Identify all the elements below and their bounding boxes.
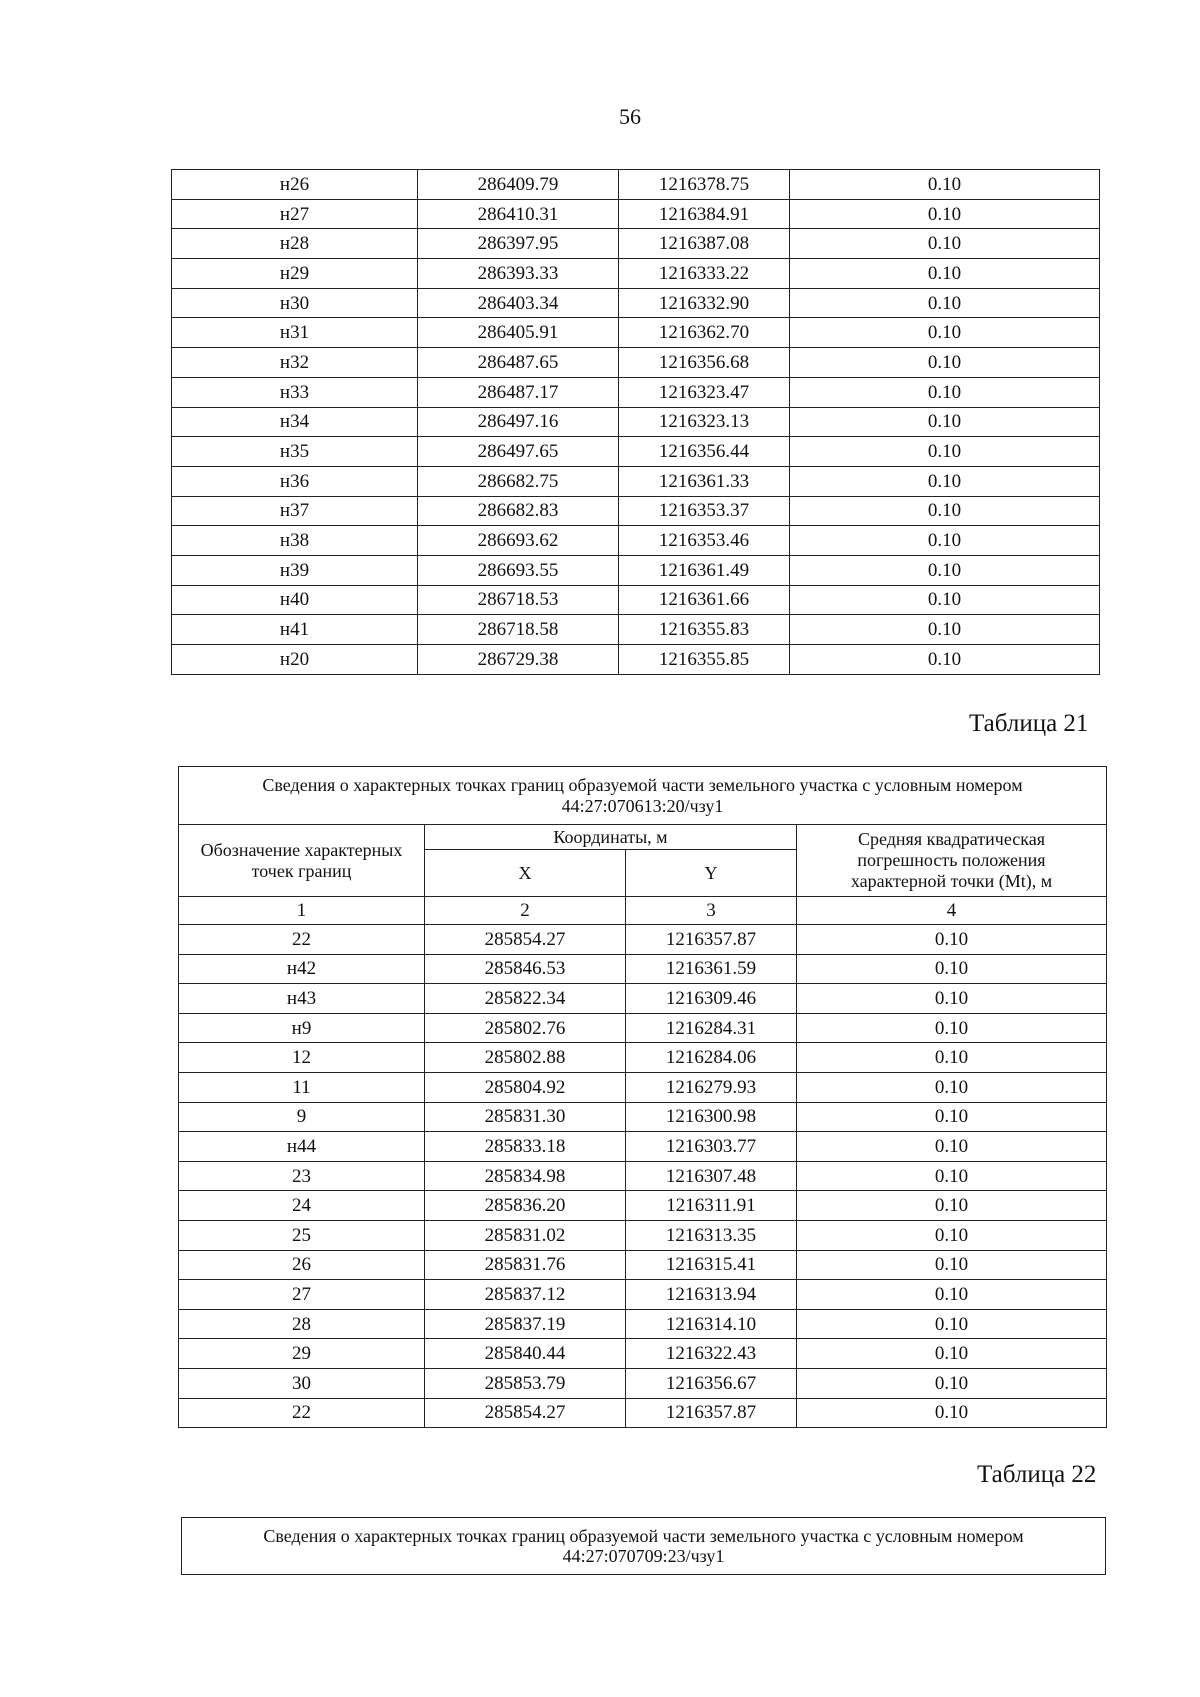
x-coordinate-cell: 285831.02 <box>425 1220 626 1250</box>
table-row <box>179 1072 1107 1102</box>
table-row <box>172 496 1100 526</box>
x-coordinate-cell: 285831.30 <box>425 1102 626 1132</box>
y-coordinate-cell: 1216378.75 <box>619 170 790 200</box>
error-cell: 0.10 <box>797 925 1107 955</box>
x-coordinate-cell: 285822.34 <box>425 984 626 1014</box>
point-id-cell: н40 <box>172 585 418 615</box>
column-header-y: Y <box>626 850 797 897</box>
x-coordinate-cell: 285833.18 <box>425 1132 626 1162</box>
error-cell: 0.10 <box>790 555 1100 585</box>
table-row <box>179 1013 1107 1043</box>
point-id-cell: н26 <box>172 170 418 200</box>
error-cell: 0.10 <box>790 526 1100 556</box>
y-coordinate-cell: 1216357.87 <box>626 1398 797 1428</box>
column-header-coordinates: Координаты, м <box>425 825 797 850</box>
point-id-cell: н28 <box>172 229 418 259</box>
point-id-cell: н43 <box>179 984 425 1014</box>
x-coordinate-cell: 286487.65 <box>418 348 619 378</box>
table-row <box>172 466 1100 496</box>
x-coordinate-cell: 286487.17 <box>418 377 619 407</box>
error-cell: 0.10 <box>790 288 1100 318</box>
y-coordinate-cell: 1216323.13 <box>619 407 790 437</box>
point-id-cell: 9 <box>179 1102 425 1132</box>
x-coordinate-cell: 286397.95 <box>418 229 619 259</box>
x-coordinate-cell: 286729.38 <box>418 645 619 675</box>
x-coordinate-cell: 286403.34 <box>418 288 619 318</box>
coordinates-table-continued <box>171 169 1100 675</box>
y-coordinate-cell: 1216361.33 <box>619 466 790 496</box>
point-id-cell: 29 <box>179 1339 425 1369</box>
error-cell: 0.10 <box>797 1339 1107 1369</box>
x-coordinate-cell: 286497.65 <box>418 437 619 467</box>
table-row <box>179 1309 1107 1339</box>
column-number: 2 <box>425 897 626 925</box>
y-coordinate-cell: 1216279.93 <box>626 1072 797 1102</box>
table-row <box>172 555 1100 585</box>
x-coordinate-cell: 286693.55 <box>418 555 619 585</box>
error-cell: 0.10 <box>790 170 1100 200</box>
y-coordinate-cell: 1216303.77 <box>626 1132 797 1162</box>
y-coordinate-cell: 1216307.48 <box>626 1161 797 1191</box>
y-coordinate-cell: 1216356.68 <box>619 348 790 378</box>
x-coordinate-cell: 286410.31 <box>418 199 619 229</box>
error-cell: 0.10 <box>797 1072 1107 1102</box>
x-coordinate-cell: 286497.16 <box>418 407 619 437</box>
table-row <box>179 1102 1107 1132</box>
x-coordinate-cell: 286693.62 <box>418 526 619 556</box>
error-cell: 0.10 <box>797 1280 1107 1310</box>
table-row <box>179 1191 1107 1221</box>
table-row <box>179 1280 1107 1310</box>
point-id-cell: н29 <box>172 259 418 289</box>
table-row <box>172 407 1100 437</box>
table-21-title: Сведения о характерных точках границ образуемой части земельного участка с условным номером 44:27:070613:20/чзу1 <box>179 767 1107 825</box>
y-coordinate-cell: 1216314.10 <box>626 1309 797 1339</box>
x-coordinate-cell: 285854.27 <box>425 925 626 955</box>
error-cell: 0.10 <box>797 1398 1107 1428</box>
point-id-cell: н34 <box>172 407 418 437</box>
y-coordinate-cell: 1216387.08 <box>619 229 790 259</box>
page-number: 56 <box>619 104 641 129</box>
x-coordinate-cell: 286718.58 <box>418 615 619 645</box>
error-cell: 0.10 <box>790 199 1100 229</box>
error-cell: 0.10 <box>797 1161 1107 1191</box>
x-coordinate-cell: 285837.12 <box>425 1280 626 1310</box>
y-coordinate-cell: 1216322.43 <box>626 1339 797 1369</box>
table-row <box>172 645 1100 675</box>
x-coordinate-cell: 285802.76 <box>425 1013 626 1043</box>
table-row <box>179 1339 1107 1369</box>
error-cell: 0.10 <box>790 496 1100 526</box>
x-coordinate-cell: 285802.88 <box>425 1043 626 1073</box>
y-coordinate-cell: 1216300.98 <box>626 1102 797 1132</box>
error-cell: 0.10 <box>797 1013 1107 1043</box>
table-22-title: Сведения о характерных точках границ образуемой части земельного участка с условным номером 44:27:070709:23/чзу1 <box>182 1518 1106 1575</box>
table-row <box>172 615 1100 645</box>
point-id-cell: н37 <box>172 496 418 526</box>
column-number: 3 <box>626 897 797 925</box>
coordinates-table-21 <box>178 766 1107 1428</box>
table-row <box>179 1220 1107 1250</box>
column-header-point: Обозначение характерных точек границ <box>179 825 425 897</box>
table-row <box>172 437 1100 467</box>
x-coordinate-cell: 285837.19 <box>425 1309 626 1339</box>
y-coordinate-cell: 1216311.91 <box>626 1191 797 1221</box>
y-coordinate-cell: 1216355.83 <box>619 615 790 645</box>
y-coordinate-cell: 1216323.47 <box>619 377 790 407</box>
x-coordinate-cell: 286409.79 <box>418 170 619 200</box>
column-header-x: X <box>425 850 626 897</box>
point-id-cell: н31 <box>172 318 418 348</box>
point-id-cell: 28 <box>179 1309 425 1339</box>
y-coordinate-cell: 1216356.44 <box>619 437 790 467</box>
table-row <box>179 1398 1107 1428</box>
table-row <box>179 1250 1107 1280</box>
y-coordinate-cell: 1216315.41 <box>626 1250 797 1280</box>
point-id-cell: 11 <box>179 1072 425 1102</box>
point-id-cell: н36 <box>172 466 418 496</box>
table-row <box>172 377 1100 407</box>
error-cell: 0.10 <box>790 437 1100 467</box>
y-coordinate-cell: 1216353.46 <box>619 526 790 556</box>
point-id-cell: 22 <box>179 1398 425 1428</box>
point-id-cell: н41 <box>172 615 418 645</box>
error-cell: 0.10 <box>797 1102 1107 1132</box>
table-row <box>179 1368 1107 1398</box>
column-number: 4 <box>797 897 1107 925</box>
y-coordinate-cell: 1216353.37 <box>619 496 790 526</box>
point-id-cell: н30 <box>172 288 418 318</box>
y-coordinate-cell: 1216313.94 <box>626 1280 797 1310</box>
y-coordinate-cell: 1216361.49 <box>619 555 790 585</box>
error-cell: 0.10 <box>790 348 1100 378</box>
point-id-cell: н27 <box>172 199 418 229</box>
column-number: 1 <box>179 897 425 925</box>
error-cell: 0.10 <box>790 585 1100 615</box>
error-cell: 0.10 <box>797 984 1107 1014</box>
error-cell: 0.10 <box>797 1191 1107 1221</box>
point-id-cell: 27 <box>179 1280 425 1310</box>
x-coordinate-cell: 285804.92 <box>425 1072 626 1102</box>
table-row <box>172 288 1100 318</box>
x-coordinate-cell: 285846.53 <box>425 954 626 984</box>
error-cell: 0.10 <box>790 615 1100 645</box>
table-row <box>179 954 1107 984</box>
point-id-cell: н35 <box>172 437 418 467</box>
x-coordinate-cell: 285831.76 <box>425 1250 626 1280</box>
y-coordinate-cell: 1216361.66 <box>619 585 790 615</box>
error-cell: 0.10 <box>797 1309 1107 1339</box>
y-coordinate-cell: 1216284.31 <box>626 1013 797 1043</box>
point-id-cell: 12 <box>179 1043 425 1073</box>
table-row <box>172 348 1100 378</box>
point-id-cell: н33 <box>172 377 418 407</box>
error-cell: 0.10 <box>790 229 1100 259</box>
table-row <box>179 1043 1107 1073</box>
x-coordinate-cell: 285834.98 <box>425 1161 626 1191</box>
error-cell: 0.10 <box>790 377 1100 407</box>
error-cell: 0.10 <box>797 1132 1107 1162</box>
table-row <box>172 526 1100 556</box>
error-cell: 0.10 <box>797 954 1107 984</box>
y-coordinate-cell: 1216361.59 <box>626 954 797 984</box>
table-22-caption: Таблица 22 <box>977 1461 1097 1488</box>
error-cell: 0.10 <box>790 466 1100 496</box>
y-coordinate-cell: 1216313.35 <box>626 1220 797 1250</box>
error-cell: 0.10 <box>797 1368 1107 1398</box>
point-id-cell: н42 <box>179 954 425 984</box>
x-coordinate-cell: 286682.83 <box>418 496 619 526</box>
point-id-cell: 23 <box>179 1161 425 1191</box>
y-coordinate-cell: 1216332.90 <box>619 288 790 318</box>
error-cell: 0.10 <box>790 407 1100 437</box>
error-cell: 0.10 <box>797 1220 1107 1250</box>
point-id-cell: н39 <box>172 555 418 585</box>
table-row <box>172 585 1100 615</box>
table-row <box>179 925 1107 955</box>
table-row <box>172 170 1100 200</box>
table-row <box>179 1161 1107 1191</box>
point-id-cell: н38 <box>172 526 418 556</box>
column-header-error: Средняя квадратическая погрешность положения характерной точки (Mt), м <box>797 825 1107 897</box>
table-row <box>172 318 1100 348</box>
point-id-cell: н9 <box>179 1013 425 1043</box>
point-id-cell: 25 <box>179 1220 425 1250</box>
point-id-cell: 30 <box>179 1368 425 1398</box>
point-id-cell: 26 <box>179 1250 425 1280</box>
x-coordinate-cell: 285854.27 <box>425 1398 626 1428</box>
point-id-cell: н44 <box>179 1132 425 1162</box>
x-coordinate-cell: 285840.44 <box>425 1339 626 1369</box>
x-coordinate-cell: 286393.33 <box>418 259 619 289</box>
y-coordinate-cell: 1216333.22 <box>619 259 790 289</box>
y-coordinate-cell: 1216355.85 <box>619 645 790 675</box>
error-cell: 0.10 <box>797 1250 1107 1280</box>
table-row <box>179 984 1107 1014</box>
point-id-cell: н32 <box>172 348 418 378</box>
x-coordinate-cell: 286718.53 <box>418 585 619 615</box>
y-coordinate-cell: 1216384.91 <box>619 199 790 229</box>
coordinates-table-22 <box>181 1517 1106 1575</box>
error-cell: 0.10 <box>790 645 1100 675</box>
error-cell: 0.10 <box>790 259 1100 289</box>
y-coordinate-cell: 1216309.46 <box>626 984 797 1014</box>
x-coordinate-cell: 285836.20 <box>425 1191 626 1221</box>
y-coordinate-cell: 1216362.70 <box>619 318 790 348</box>
y-coordinate-cell: 1216284.06 <box>626 1043 797 1073</box>
point-id-cell: 22 <box>179 925 425 955</box>
table-row <box>172 259 1100 289</box>
error-cell: 0.10 <box>790 318 1100 348</box>
point-id-cell: н20 <box>172 645 418 675</box>
y-coordinate-cell: 1216356.67 <box>626 1368 797 1398</box>
x-coordinate-cell: 286682.75 <box>418 466 619 496</box>
y-coordinate-cell: 1216357.87 <box>626 925 797 955</box>
table-21-caption: Таблица 21 <box>969 710 1089 737</box>
x-coordinate-cell: 285853.79 <box>425 1368 626 1398</box>
table-row <box>172 229 1100 259</box>
error-cell: 0.10 <box>797 1043 1107 1073</box>
point-id-cell: 24 <box>179 1191 425 1221</box>
x-coordinate-cell: 286405.91 <box>418 318 619 348</box>
table-row <box>179 1132 1107 1162</box>
table-row <box>172 199 1100 229</box>
